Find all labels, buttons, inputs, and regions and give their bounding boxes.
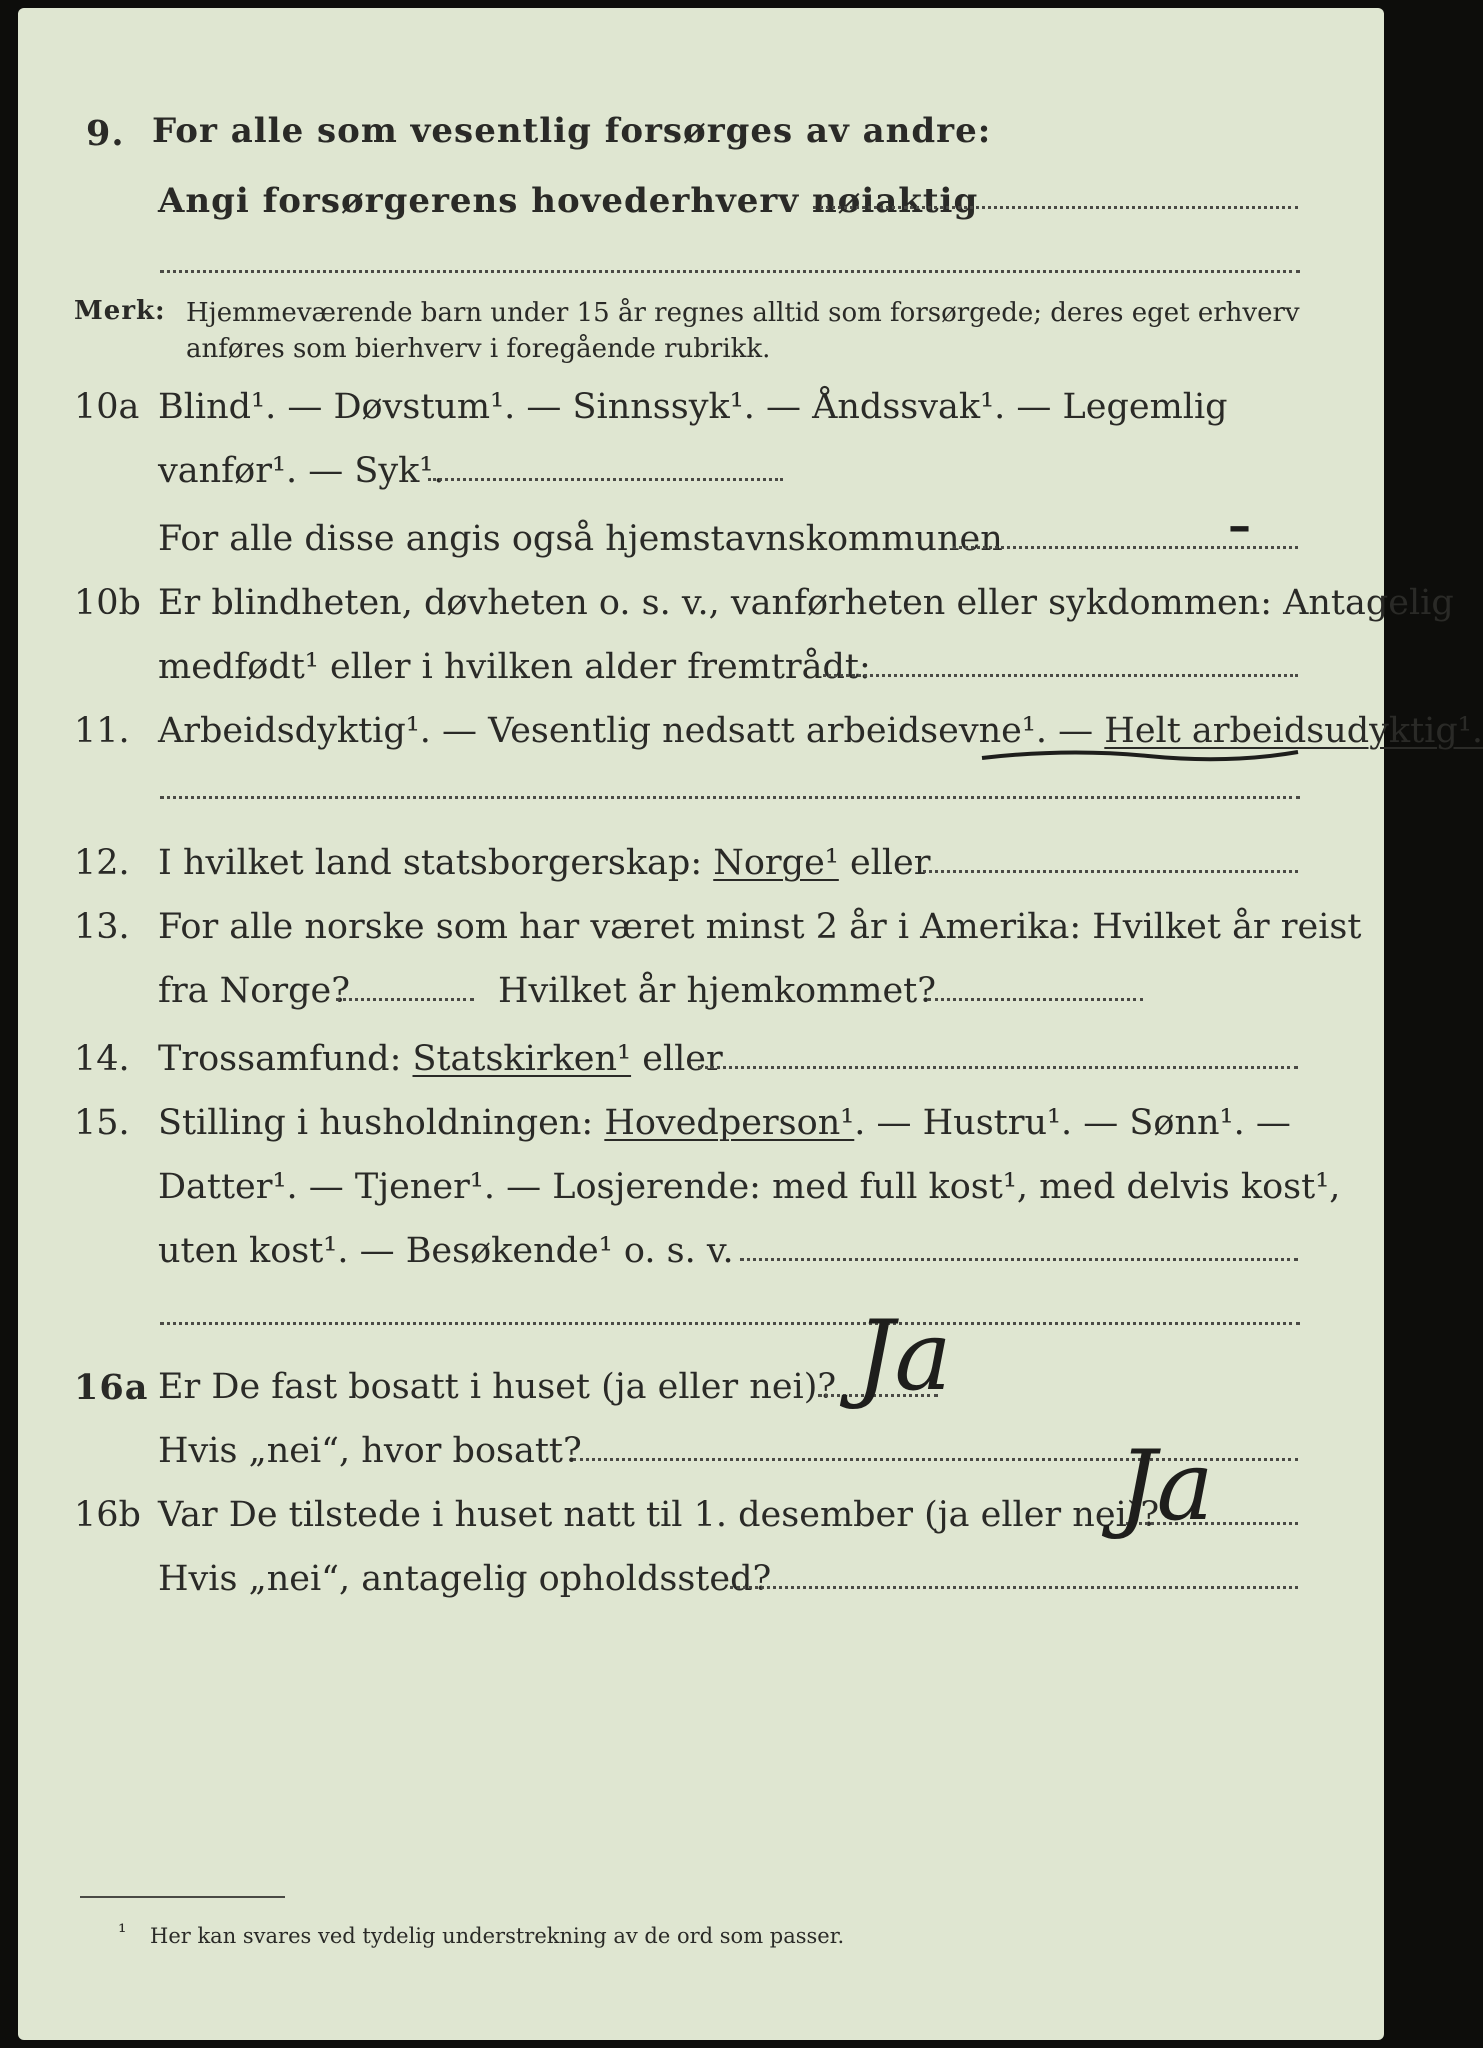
footnote-rule	[80, 1896, 285, 1898]
q10b-line-1: Er blindheten, døvheten o. s. v., vanførheten eller sykdommen: Antagelig	[158, 583, 1454, 623]
q16b-handwritten-answer: Ja	[1118, 1430, 1214, 1542]
q12-line	[158, 843, 931, 883]
q12-answer-line[interactable]	[923, 870, 1298, 873]
merk-text-2: anføres som bierhverv i foregående rubrikk.	[186, 334, 771, 364]
q15-number: 15.	[74, 1103, 130, 1143]
q15-line-2: Datter¹. — Tjener¹. — Losjerende: med full kost¹, med delvis kost¹,	[158, 1167, 1341, 1207]
q11-selected-option[interactable]: Helt arbeidsudyktig¹.	[1104, 711, 1483, 751]
q15-answer-line[interactable]	[740, 1258, 1298, 1261]
q14-line	[158, 1039, 723, 1079]
q14-answer-line[interactable]	[698, 1066, 1298, 1069]
q15-selected-hovedperson[interactable]: Hovedperson¹	[604, 1103, 855, 1143]
q9-heading: For alle som vesentlig forsørges av andre:	[152, 111, 992, 151]
q14-eller: eller	[631, 1039, 723, 1079]
footnote-text: Her kan svares ved tydelig understrekning av de ord som passer.	[150, 1924, 845, 1948]
q9-answer-line[interactable]	[813, 206, 1298, 209]
q15-line-3: uten kost¹. — Besøkende¹ o. s. v.	[158, 1231, 734, 1271]
q15-prompt: Stilling i husholdningen:	[158, 1103, 605, 1143]
merk-label: Merk:	[74, 296, 166, 326]
q15-line-1	[158, 1103, 1291, 1143]
q15-options-1: . — Hustru¹. — Sønn¹. —	[854, 1103, 1291, 1143]
q10a-sick-answer-line[interactable]	[428, 478, 783, 481]
merk-text-1: Hjemmeværende barn under 15 år regnes alltid som forsørgede; deres eget erhverv	[186, 298, 1300, 328]
q13-left-norway: fra Norge?	[158, 971, 350, 1011]
census-form-page	[18, 8, 1483, 2040]
q10a-line-1: Blind¹. — Døvstum¹. — Sinnssyk¹. — Åndssvak¹. — Legemlig	[158, 387, 1228, 427]
q10a-line-3: For alle disse angis også hjemstavnskommunen	[158, 519, 1003, 559]
q12-eller: eller	[838, 843, 931, 883]
q10a-number: 10a	[74, 387, 140, 427]
q10b-answer-line[interactable]	[823, 674, 1298, 677]
q13-returned: Hvilket år hjemkommet?	[498, 971, 937, 1011]
q10a-handwritten-dash: –	[1228, 498, 1251, 552]
q16a-line-2: Hvis „nei“, hvor bosatt?	[158, 1431, 582, 1471]
q16b-where-line[interactable]	[730, 1586, 1298, 1589]
q11-number: 11.	[74, 711, 130, 751]
q9-number: 9.	[86, 113, 125, 154]
q12-selected-norge[interactable]: Norge¹	[713, 843, 839, 883]
q13-left-year-line[interactable]	[336, 998, 474, 1001]
q11-options: Arbeidsdyktig¹. — Vesentlig nedsatt arbeidsevne¹. —	[158, 711, 1105, 751]
footnote-mark: ¹	[118, 1920, 127, 1944]
q10a-line-2: vanfør¹. — Syk¹.	[158, 451, 445, 491]
q13-line-1: For alle norske som har været minst 2 år i Amerika: Hvilket år reist	[158, 907, 1362, 947]
q14-prompt: Trossamfund:	[158, 1039, 413, 1079]
q16a-number: 16a	[74, 1367, 149, 1408]
q16b-number: 16b	[74, 1495, 141, 1535]
q15-answer-line-2[interactable]	[160, 1322, 1300, 1325]
q16a-line-1: Er De fast bosatt i huset (ja eller nei)?	[158, 1367, 837, 1407]
q12-number: 12.	[74, 843, 130, 883]
q16b-line-1: Var De tilstede i huset natt til 1. desember (ja eller nei)?	[158, 1495, 1160, 1535]
q14-selected-statskirken[interactable]: Statskirken¹	[412, 1039, 632, 1079]
q16b-line-2: Hvis „nei“, antagelig opholdssted?	[158, 1559, 772, 1599]
q9-answer-line-2[interactable]	[160, 270, 1300, 273]
q14-number: 14.	[74, 1039, 130, 1079]
q10b-number: 10b	[74, 583, 141, 623]
q13-returned-year-line[interactable]	[928, 998, 1143, 1001]
q11-answer-line[interactable]	[160, 796, 1300, 799]
q16a-handwritten-answer: Ja	[856, 1300, 952, 1412]
q13-number: 13.	[74, 907, 130, 947]
q11-handwritten-underline	[978, 744, 1308, 768]
q9-prompt: Angi forsørgerens hovederhverv nøiaktig	[158, 181, 979, 221]
q10b-line-2: medfødt¹ eller i hvilken alder fremtrådt:	[158, 647, 871, 687]
q12-prompt: I hvilket land statsborgerskap:	[158, 843, 714, 883]
